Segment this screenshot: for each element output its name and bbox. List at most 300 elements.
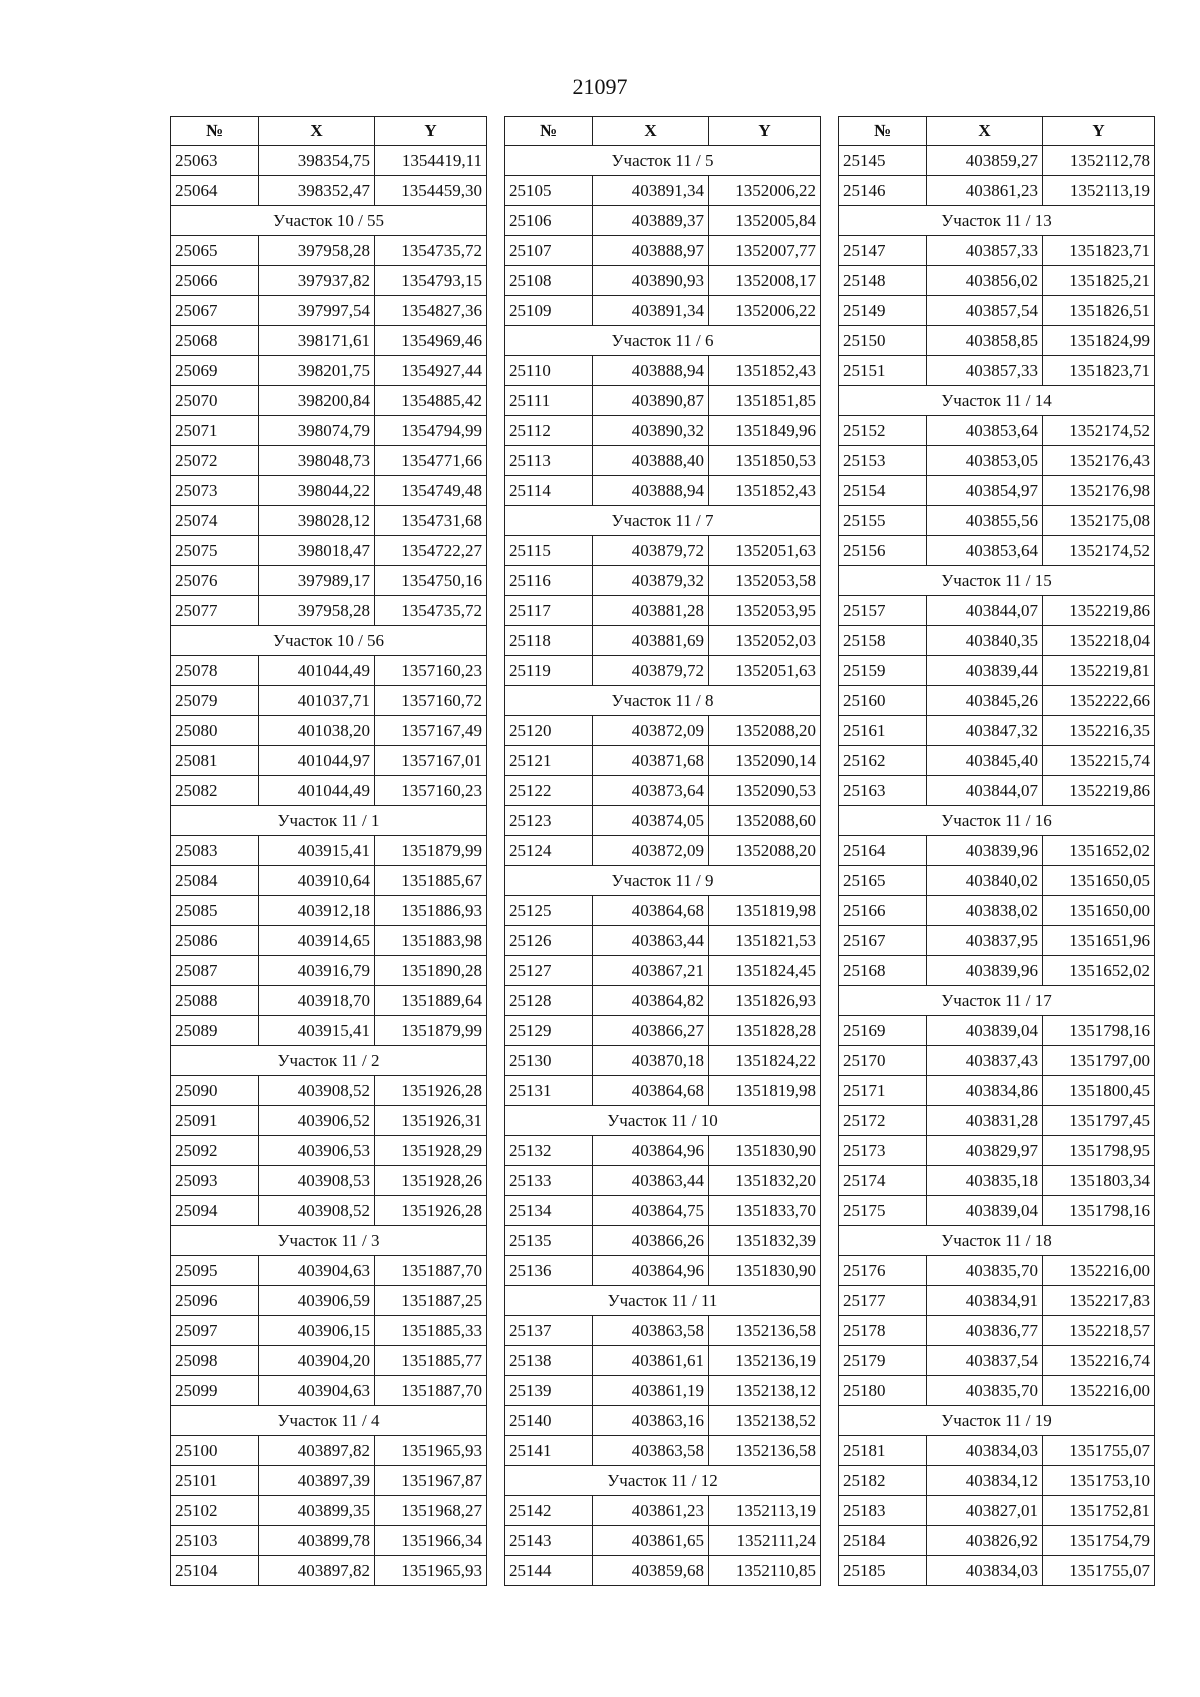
y-coordinate: 1354735,72 xyxy=(375,236,487,266)
y-coordinate: 1354771,66 xyxy=(375,446,487,476)
x-coordinate: 403836,77 xyxy=(927,1316,1043,1346)
x-coordinate: 403874,05 xyxy=(593,806,709,836)
point-number: 25168 xyxy=(839,956,927,986)
point-number: 25071 xyxy=(171,416,259,446)
table-row xyxy=(839,1076,1155,1106)
x-coordinate: 403854,97 xyxy=(927,476,1043,506)
x-coordinate: 403908,52 xyxy=(259,1196,375,1226)
y-coordinate: 1354731,68 xyxy=(375,506,487,536)
y-coordinate: 1354419,11 xyxy=(375,146,487,176)
x-coordinate: 403829,97 xyxy=(927,1136,1043,1166)
x-coordinate: 403864,82 xyxy=(593,986,709,1016)
y-coordinate: 1357167,01 xyxy=(375,746,487,776)
point-number: 25081 xyxy=(171,746,259,776)
y-coordinate: 1351652,02 xyxy=(1043,956,1155,986)
y-coordinate: 1352216,74 xyxy=(1043,1346,1155,1376)
point-number: 25185 xyxy=(839,1556,927,1586)
table-row xyxy=(505,1346,821,1376)
table-row xyxy=(505,626,821,656)
y-coordinate: 1352136,58 xyxy=(709,1316,821,1346)
table-row xyxy=(505,926,821,956)
table-row xyxy=(505,386,821,416)
y-coordinate: 1351890,28 xyxy=(375,956,487,986)
table-row xyxy=(171,746,487,776)
y-coordinate: 1352088,20 xyxy=(709,716,821,746)
y-coordinate: 1351754,79 xyxy=(1043,1526,1155,1556)
x-coordinate: 401038,20 xyxy=(259,716,375,746)
point-number: 25115 xyxy=(505,536,593,566)
x-coordinate: 403891,34 xyxy=(593,296,709,326)
point-number: 25129 xyxy=(505,1016,593,1046)
point-number: 25166 xyxy=(839,896,927,926)
table-row xyxy=(171,1556,487,1586)
x-coordinate: 403873,64 xyxy=(593,776,709,806)
section-title: Участок 11 / 4 xyxy=(171,1406,487,1436)
y-coordinate: 1351926,28 xyxy=(375,1076,487,1106)
section-row xyxy=(839,386,1155,416)
x-coordinate: 403857,54 xyxy=(927,296,1043,326)
table-row xyxy=(839,1436,1155,1466)
x-coordinate: 403897,82 xyxy=(259,1436,375,1466)
point-number: 25073 xyxy=(171,476,259,506)
x-coordinate: 403881,69 xyxy=(593,626,709,656)
x-coordinate: 403845,40 xyxy=(927,746,1043,776)
y-coordinate: 1351819,98 xyxy=(709,1076,821,1106)
table-row xyxy=(171,1166,487,1196)
x-coordinate: 403890,93 xyxy=(593,266,709,296)
y-coordinate: 1351753,10 xyxy=(1043,1466,1155,1496)
table-row xyxy=(505,656,821,686)
point-number: 25068 xyxy=(171,326,259,356)
point-number: 25150 xyxy=(839,326,927,356)
y-coordinate: 1351824,22 xyxy=(709,1046,821,1076)
point-number: 25128 xyxy=(505,986,593,1016)
table-row xyxy=(171,926,487,956)
x-coordinate: 403861,65 xyxy=(593,1526,709,1556)
x-coordinate: 398044,22 xyxy=(259,476,375,506)
table-row xyxy=(505,1556,821,1586)
table-row xyxy=(171,1196,487,1226)
table-row xyxy=(839,716,1155,746)
table-row xyxy=(171,266,487,296)
table-row xyxy=(171,1076,487,1106)
y-coordinate: 1351798,95 xyxy=(1043,1136,1155,1166)
table-row xyxy=(171,146,487,176)
table-row xyxy=(505,956,821,986)
point-number: 25076 xyxy=(171,566,259,596)
point-number: 25063 xyxy=(171,146,259,176)
point-number: 25139 xyxy=(505,1376,593,1406)
y-coordinate: 1351926,31 xyxy=(375,1106,487,1136)
point-number: 25147 xyxy=(839,236,927,266)
y-coordinate: 1352053,58 xyxy=(709,566,821,596)
x-coordinate: 397989,17 xyxy=(259,566,375,596)
section-row xyxy=(505,1106,821,1136)
table-row xyxy=(839,1166,1155,1196)
y-coordinate: 1351887,25 xyxy=(375,1286,487,1316)
x-coordinate: 403891,34 xyxy=(593,176,709,206)
y-coordinate: 1351819,98 xyxy=(709,896,821,926)
y-coordinate: 1352216,35 xyxy=(1043,716,1155,746)
y-coordinate: 1352219,86 xyxy=(1043,596,1155,626)
x-coordinate: 403863,44 xyxy=(593,926,709,956)
table-row xyxy=(839,1106,1155,1136)
point-number: 25080 xyxy=(171,716,259,746)
x-coordinate: 397958,28 xyxy=(259,596,375,626)
point-number: 25154 xyxy=(839,476,927,506)
point-number: 25127 xyxy=(505,956,593,986)
table-row xyxy=(505,446,821,476)
table-row xyxy=(171,1016,487,1046)
y-coordinate: 1351650,05 xyxy=(1043,866,1155,896)
table-row xyxy=(839,326,1155,356)
table-row xyxy=(171,656,487,686)
point-number: 25084 xyxy=(171,866,259,896)
table-row xyxy=(171,386,487,416)
y-coordinate: 1352216,00 xyxy=(1043,1256,1155,1286)
x-coordinate: 403899,35 xyxy=(259,1496,375,1526)
y-coordinate: 1351797,45 xyxy=(1043,1106,1155,1136)
x-coordinate: 403910,64 xyxy=(259,866,375,896)
y-coordinate: 1351928,26 xyxy=(375,1166,487,1196)
coordinate-table-2 xyxy=(504,116,821,1586)
y-coordinate: 1351824,45 xyxy=(709,956,821,986)
y-coordinate: 1352007,77 xyxy=(709,236,821,266)
y-coordinate: 1352176,43 xyxy=(1043,446,1155,476)
header-y: Y xyxy=(1043,117,1155,146)
table-row xyxy=(171,236,487,266)
point-number: 25138 xyxy=(505,1346,593,1376)
point-number: 25180 xyxy=(839,1376,927,1406)
point-number: 25110 xyxy=(505,356,593,386)
y-coordinate: 1351885,33 xyxy=(375,1316,487,1346)
table-row xyxy=(505,1166,821,1196)
y-coordinate: 1351823,71 xyxy=(1043,356,1155,386)
point-number: 25158 xyxy=(839,626,927,656)
y-coordinate: 1351889,64 xyxy=(375,986,487,1016)
table-row xyxy=(505,1526,821,1556)
y-coordinate: 1357167,49 xyxy=(375,716,487,746)
point-number: 25141 xyxy=(505,1436,593,1466)
x-coordinate: 398048,73 xyxy=(259,446,375,476)
x-coordinate: 403839,96 xyxy=(927,956,1043,986)
table-row xyxy=(171,1526,487,1556)
point-number: 25149 xyxy=(839,296,927,326)
x-coordinate: 403844,07 xyxy=(927,596,1043,626)
y-coordinate: 1352138,52 xyxy=(709,1406,821,1436)
point-number: 25109 xyxy=(505,296,593,326)
y-coordinate: 1351968,27 xyxy=(375,1496,487,1526)
table-row xyxy=(505,1256,821,1286)
x-coordinate: 403863,16 xyxy=(593,1406,709,1436)
y-coordinate: 1352217,83 xyxy=(1043,1286,1155,1316)
header-x: X xyxy=(593,117,709,146)
table-row xyxy=(839,506,1155,536)
section-row xyxy=(505,146,821,176)
point-number: 25099 xyxy=(171,1376,259,1406)
y-coordinate: 1352113,19 xyxy=(1043,176,1155,206)
table-row xyxy=(171,296,487,326)
point-number: 25075 xyxy=(171,536,259,566)
point-number: 25157 xyxy=(839,596,927,626)
section-row xyxy=(171,206,487,236)
table-row xyxy=(839,1376,1155,1406)
y-coordinate: 1352051,63 xyxy=(709,656,821,686)
x-coordinate: 403861,23 xyxy=(593,1496,709,1526)
point-number: 25163 xyxy=(839,776,927,806)
table-row xyxy=(171,1496,487,1526)
point-number: 25160 xyxy=(839,686,927,716)
section-title: Участок 10 / 56 xyxy=(171,626,487,656)
x-coordinate: 403858,85 xyxy=(927,326,1043,356)
point-number: 25093 xyxy=(171,1166,259,1196)
section-row xyxy=(171,1046,487,1076)
y-coordinate: 1352005,84 xyxy=(709,206,821,236)
table-row xyxy=(505,806,821,836)
table-row xyxy=(839,746,1155,776)
section-row xyxy=(839,206,1155,236)
point-number: 25094 xyxy=(171,1196,259,1226)
point-number: 25131 xyxy=(505,1076,593,1106)
x-coordinate: 403897,82 xyxy=(259,1556,375,1586)
table-row xyxy=(505,536,821,566)
y-coordinate: 1352218,04 xyxy=(1043,626,1155,656)
x-coordinate: 403853,64 xyxy=(927,536,1043,566)
x-coordinate: 403888,94 xyxy=(593,356,709,386)
y-coordinate: 1352174,52 xyxy=(1043,536,1155,566)
y-coordinate: 1351797,00 xyxy=(1043,1046,1155,1076)
x-coordinate: 403908,53 xyxy=(259,1166,375,1196)
y-coordinate: 1354969,46 xyxy=(375,326,487,356)
table-row xyxy=(839,1256,1155,1286)
x-coordinate: 398354,75 xyxy=(259,146,375,176)
point-number: 25090 xyxy=(171,1076,259,1106)
section-title: Участок 11 / 6 xyxy=(505,326,821,356)
x-coordinate: 401044,49 xyxy=(259,776,375,806)
y-coordinate: 1351826,93 xyxy=(709,986,821,1016)
x-coordinate: 403827,01 xyxy=(927,1496,1043,1526)
y-coordinate: 1351803,34 xyxy=(1043,1166,1155,1196)
point-number: 25159 xyxy=(839,656,927,686)
table-row xyxy=(171,896,487,926)
y-coordinate: 1354927,44 xyxy=(375,356,487,386)
x-coordinate: 403871,68 xyxy=(593,746,709,776)
table-row xyxy=(839,686,1155,716)
x-coordinate: 401044,49 xyxy=(259,656,375,686)
table-row xyxy=(839,1196,1155,1226)
x-coordinate: 403863,58 xyxy=(593,1316,709,1346)
point-number: 25178 xyxy=(839,1316,927,1346)
table-row xyxy=(839,1496,1155,1526)
x-coordinate: 403918,70 xyxy=(259,986,375,1016)
table-row xyxy=(505,1496,821,1526)
y-coordinate: 1351965,93 xyxy=(375,1556,487,1586)
y-coordinate: 1351823,71 xyxy=(1043,236,1155,266)
table-row xyxy=(505,1226,821,1256)
x-coordinate: 403864,75 xyxy=(593,1196,709,1226)
point-number: 25134 xyxy=(505,1196,593,1226)
y-coordinate: 1352006,22 xyxy=(709,176,821,206)
point-number: 25112 xyxy=(505,416,593,446)
section-title: Участок 11 / 18 xyxy=(839,1226,1155,1256)
table-row xyxy=(839,1556,1155,1586)
table-row xyxy=(171,596,487,626)
table-row xyxy=(839,776,1155,806)
point-number: 25161 xyxy=(839,716,927,746)
x-coordinate: 403834,03 xyxy=(927,1556,1043,1586)
y-coordinate: 1351886,93 xyxy=(375,896,487,926)
table-row xyxy=(171,686,487,716)
x-coordinate: 403908,52 xyxy=(259,1076,375,1106)
y-coordinate: 1352006,22 xyxy=(709,296,821,326)
x-coordinate: 403834,03 xyxy=(927,1436,1043,1466)
y-coordinate: 1351652,02 xyxy=(1043,836,1155,866)
section-title: Участок 10 / 55 xyxy=(171,206,487,236)
y-coordinate: 1354735,72 xyxy=(375,596,487,626)
point-number: 25069 xyxy=(171,356,259,386)
x-coordinate: 403847,32 xyxy=(927,716,1043,746)
x-coordinate: 403866,26 xyxy=(593,1226,709,1256)
table-row xyxy=(505,176,821,206)
point-number: 25181 xyxy=(839,1436,927,1466)
section-row xyxy=(839,1226,1155,1256)
x-coordinate: 403914,65 xyxy=(259,926,375,956)
point-number: 25111 xyxy=(505,386,593,416)
table-row xyxy=(505,776,821,806)
section-row xyxy=(505,1286,821,1316)
point-number: 25116 xyxy=(505,566,593,596)
point-number: 25079 xyxy=(171,686,259,716)
section-row xyxy=(505,326,821,356)
table-row xyxy=(171,506,487,536)
y-coordinate: 1352175,08 xyxy=(1043,506,1155,536)
point-number: 25113 xyxy=(505,446,593,476)
point-number: 25097 xyxy=(171,1316,259,1346)
y-coordinate: 1351800,45 xyxy=(1043,1076,1155,1106)
x-coordinate: 403857,33 xyxy=(927,356,1043,386)
section-row xyxy=(171,806,487,836)
y-coordinate: 1351879,99 xyxy=(375,836,487,866)
x-coordinate: 403904,63 xyxy=(259,1376,375,1406)
point-number: 25105 xyxy=(505,176,593,206)
point-number: 25123 xyxy=(505,806,593,836)
point-number: 25121 xyxy=(505,746,593,776)
y-coordinate: 1352008,17 xyxy=(709,266,821,296)
table-row xyxy=(839,866,1155,896)
point-number: 25088 xyxy=(171,986,259,1016)
x-coordinate: 403835,18 xyxy=(927,1166,1043,1196)
y-coordinate: 1352090,14 xyxy=(709,746,821,776)
section-row xyxy=(839,806,1155,836)
x-coordinate: 403859,27 xyxy=(927,146,1043,176)
table-row xyxy=(171,536,487,566)
table-row xyxy=(171,1106,487,1136)
table-row xyxy=(505,236,821,266)
y-coordinate: 1351651,96 xyxy=(1043,926,1155,956)
y-coordinate: 1351885,77 xyxy=(375,1346,487,1376)
x-coordinate: 403867,21 xyxy=(593,956,709,986)
point-number: 25155 xyxy=(839,506,927,536)
table-row xyxy=(171,356,487,386)
point-number: 25100 xyxy=(171,1436,259,1466)
x-coordinate: 403859,68 xyxy=(593,1556,709,1586)
table-row xyxy=(839,956,1155,986)
section-title: Участок 11 / 11 xyxy=(505,1286,821,1316)
y-coordinate: 1352222,66 xyxy=(1043,686,1155,716)
point-number: 25171 xyxy=(839,1076,927,1106)
y-coordinate: 1351830,90 xyxy=(709,1256,821,1286)
section-title: Участок 11 / 7 xyxy=(505,506,821,536)
section-row xyxy=(505,866,821,896)
y-coordinate: 1351824,99 xyxy=(1043,326,1155,356)
point-number: 25086 xyxy=(171,926,259,956)
header-number: № xyxy=(839,117,927,146)
x-coordinate: 398171,61 xyxy=(259,326,375,356)
point-number: 25096 xyxy=(171,1286,259,1316)
x-coordinate: 403837,54 xyxy=(927,1346,1043,1376)
point-number: 25089 xyxy=(171,1016,259,1046)
x-coordinate: 403915,41 xyxy=(259,836,375,866)
table-row xyxy=(171,446,487,476)
y-coordinate: 1351885,67 xyxy=(375,866,487,896)
y-coordinate: 1354749,48 xyxy=(375,476,487,506)
table-row xyxy=(839,536,1155,566)
table-row xyxy=(505,596,821,626)
table-row xyxy=(839,1316,1155,1346)
section-title: Участок 11 / 1 xyxy=(171,806,487,836)
section-row xyxy=(171,626,487,656)
table-row xyxy=(839,146,1155,176)
y-coordinate: 1352110,85 xyxy=(709,1556,821,1586)
point-number: 25162 xyxy=(839,746,927,776)
table-row xyxy=(505,986,821,1016)
y-coordinate: 1351849,96 xyxy=(709,416,821,446)
table-row xyxy=(171,326,487,356)
x-coordinate: 403861,23 xyxy=(927,176,1043,206)
table-row xyxy=(505,896,821,926)
y-coordinate: 1351879,99 xyxy=(375,1016,487,1046)
coordinate-table-3 xyxy=(838,116,1155,1586)
table-row xyxy=(171,866,487,896)
y-coordinate: 1351832,20 xyxy=(709,1166,821,1196)
table-row xyxy=(171,1316,487,1346)
table-row xyxy=(839,1286,1155,1316)
table-header-row xyxy=(839,117,1155,146)
table-row xyxy=(839,356,1155,386)
x-coordinate: 403840,35 xyxy=(927,626,1043,656)
table-row xyxy=(839,1346,1155,1376)
section-row xyxy=(505,686,821,716)
y-coordinate: 1351887,70 xyxy=(375,1256,487,1286)
point-number: 25117 xyxy=(505,596,593,626)
header-x: X xyxy=(927,117,1043,146)
x-coordinate: 403904,20 xyxy=(259,1346,375,1376)
table-row xyxy=(505,266,821,296)
x-coordinate: 398201,75 xyxy=(259,356,375,386)
table-row xyxy=(505,746,821,776)
coordinate-table-1 xyxy=(170,116,487,1586)
x-coordinate: 403838,02 xyxy=(927,896,1043,926)
table-row xyxy=(839,236,1155,266)
point-number: 25146 xyxy=(839,176,927,206)
table-row xyxy=(171,1286,487,1316)
y-coordinate: 1352136,19 xyxy=(709,1346,821,1376)
x-coordinate: 403839,96 xyxy=(927,836,1043,866)
section-row xyxy=(839,566,1155,596)
y-coordinate: 1351851,85 xyxy=(709,386,821,416)
y-coordinate: 1352052,03 xyxy=(709,626,821,656)
point-number: 25148 xyxy=(839,266,927,296)
